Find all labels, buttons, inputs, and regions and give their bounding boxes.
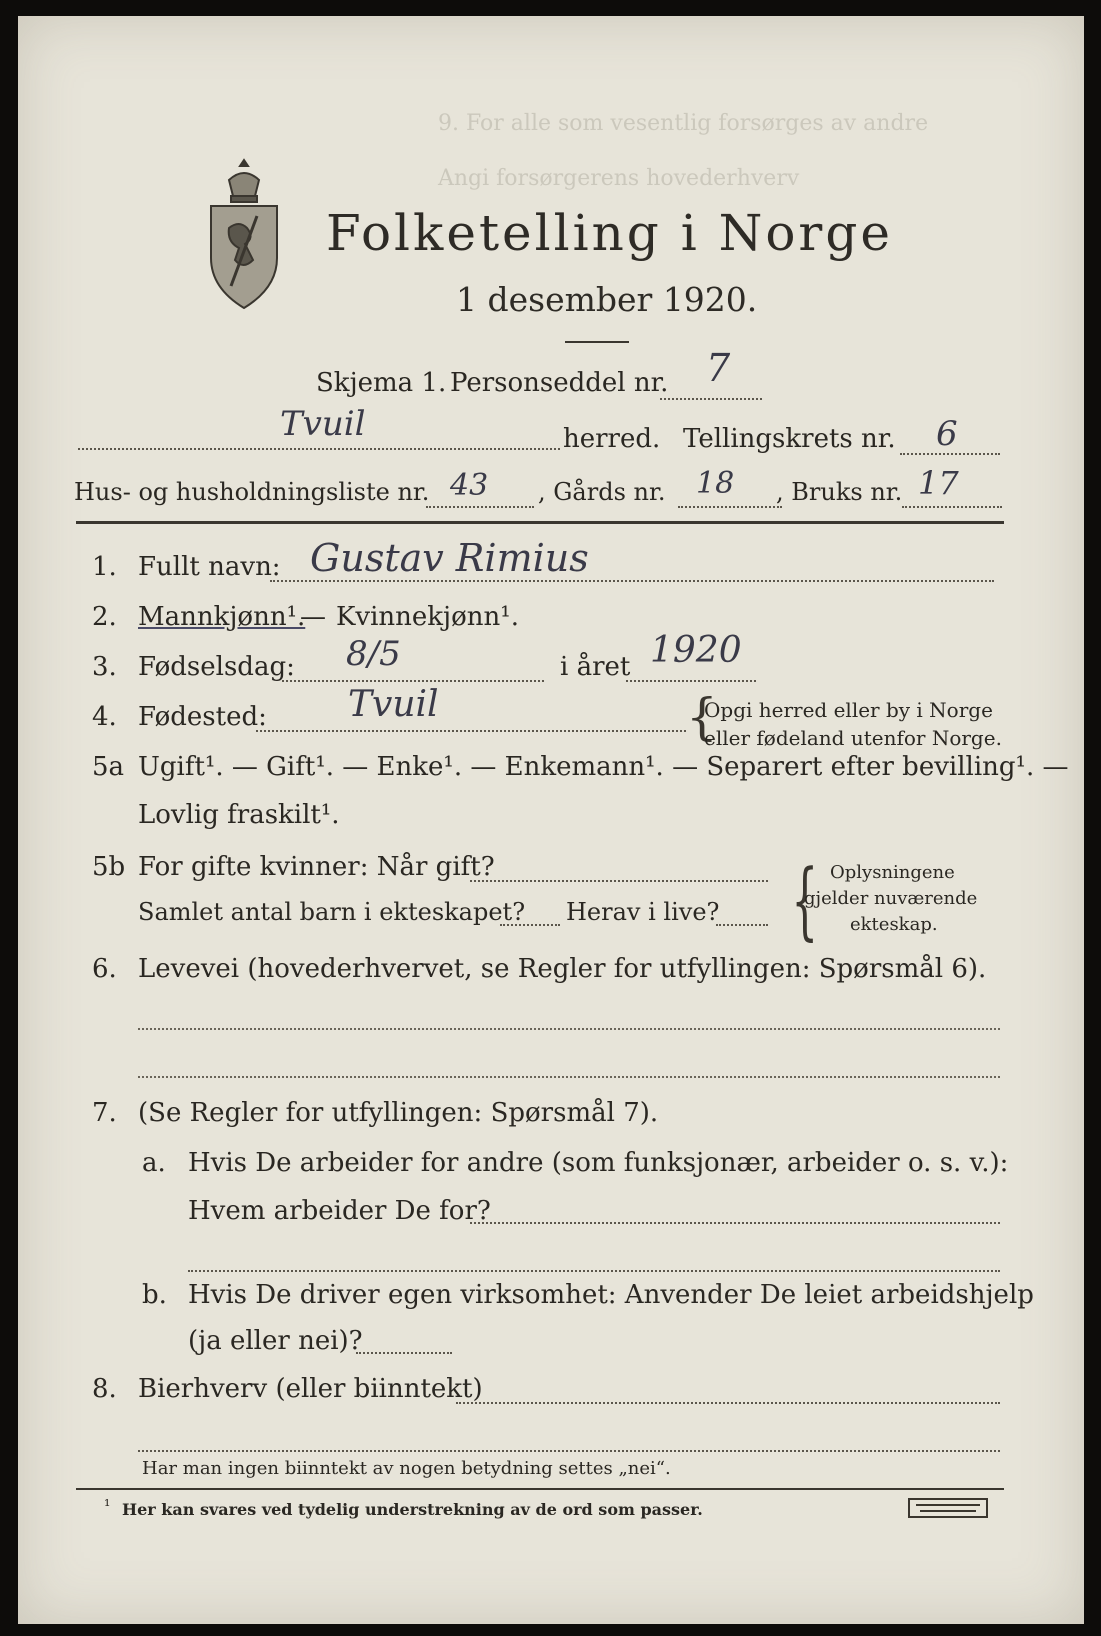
married-when-line[interactable] [470,880,768,882]
bruks-line [902,506,1002,508]
q4-label: Fødested: [138,702,267,732]
hus-value[interactable]: 43 [450,468,489,503]
q4-note-1: Opgi herred eller by i Norge [704,698,993,722]
q8-number: 8. [92,1374,117,1404]
q7-number: 7. [92,1098,117,1128]
full-name-value[interactable]: Gustav Rimius [310,536,589,580]
q3-year-line [626,680,756,682]
q5b-note-3: ekteskap. [850,914,938,935]
footer-divider [76,1488,1004,1490]
marital-status-options[interactable]: Ugift¹. — Gift¹. — Enke¹. — Enkemann¹. — Separert efter bevilling¹. — [138,752,1069,782]
bleed-through-text: 9. For alle som vesentlig forsørges av andre [438,111,929,136]
q4-line [256,730,686,732]
q7b-label: Hvis De driver egen virksomhet: Anvender De leiet arbeidshjelp [188,1280,1034,1310]
q6-label: Levevei (hovederhvervet, se Regler for utfyllingen: Spørsmål 6). [138,954,987,984]
q3-number: 3. [92,652,117,682]
q5b-number: 5b [92,852,126,882]
q8-note: Har man ingen biinntekt av nogen betydning settes „nei“. [142,1458,671,1479]
personseddel-label: Personseddel nr. [450,368,669,398]
marital-status-divorced[interactable]: Lovlig fraskilt¹. [138,800,340,830]
q5b-brace: { [791,851,819,949]
herred-line [78,448,560,450]
q7a-label: Hvis De arbeider for andre (som funksjonær, arbeider o. s. v.): [188,1148,1009,1178]
q4-note-2: eller fødeland utenfor Norge. [704,726,1002,750]
tellingskrets-value[interactable]: 6 [936,414,958,454]
q5b-note-2: gjelder nuværende [804,888,978,909]
q7a-employer-label: Hvem arbeider De for? [188,1196,491,1226]
q7-label: (Se Regler for utfyllingen: Spørsmål 7). [138,1098,659,1128]
q8-label: Bierhverv (eller biinntekt) [138,1374,483,1404]
q3-label: Fødselsdag: [138,652,295,682]
birthdate-value[interactable]: 8/5 [346,634,401,674]
birth-year-value[interactable]: 1920 [650,630,742,671]
q5b-label: For gifte kvinner: Når gift? [138,852,495,882]
q5b-children-label: Samlet antal barn i ekteskapet? [138,898,526,926]
bruks-label: , Bruks nr. [776,478,903,506]
side-income-line-1[interactable] [456,1402,1000,1404]
form-title: Folketelling i Norge [326,204,893,262]
occupation-line-2[interactable] [138,1076,1000,1078]
gender-separator: — [300,602,326,632]
herred-value[interactable]: Tvuil [280,404,366,444]
footnote-text: Her kan svares ved tydelig understrekning av de ord som passer. [122,1500,703,1519]
q4-number: 4. [92,702,117,732]
footnote-mark: ¹ [104,1496,111,1515]
employer-line-2[interactable] [188,1270,1000,1272]
hired-help-line[interactable] [356,1352,452,1354]
gards-line [678,506,782,508]
gender-female-option[interactable]: Kvinnekjønn¹. [336,602,519,632]
q5b-living-label: Herav i live? [566,898,720,926]
q5a-number: 5a [92,752,125,782]
birthplace-value[interactable]: Tvuil [348,684,439,725]
bruks-value[interactable]: 17 [918,464,959,502]
children-living-line[interactable] [716,924,768,926]
children-count-line[interactable] [500,924,560,926]
q1-number: 1. [92,552,117,582]
hus-label: Hus- og husholdningsliste nr. [74,478,430,506]
printer-stamp-icon [908,1498,988,1518]
side-income-line-2[interactable] [138,1450,1000,1452]
schema-label: Skjema 1. [316,368,447,398]
q5b-note-1: Oplysningene [830,862,955,883]
q2-number: 2. [92,602,117,632]
gards-label: , Gårds nr. [538,478,666,506]
census-date: 1 desember 1920. [456,280,758,319]
gender-male-option[interactable]: Mannkjønn¹. [138,602,306,632]
q7a-letter: a. [142,1148,166,1178]
gards-value[interactable]: 18 [696,466,735,501]
hus-line [426,506,534,508]
header-divider [76,521,1004,524]
q7b-answer-label: (ja eller nei)? [188,1326,363,1356]
employer-line-1[interactable] [470,1222,1000,1224]
norway-coat-of-arms-icon [201,156,287,314]
personseddel-value[interactable]: 7 [706,346,731,390]
occupation-line-1[interactable] [138,1028,1000,1030]
title-divider [565,341,629,343]
q1-line [270,580,994,582]
q3-year-label: i året [560,652,631,682]
tellingskrets-label: Tellingskrets nr. [683,424,896,454]
q7b-letter: b. [142,1280,167,1310]
herred-label: herred. [563,424,661,454]
census-form-page [18,16,1084,1624]
personseddel-line [660,398,762,400]
q3-line [282,680,544,682]
q1-label: Fullt navn: [138,552,281,582]
q4-brace: { [686,688,718,746]
bleed-through-text: Angi forsørgerens hovederhverv [438,166,800,191]
q6-number: 6. [92,954,117,984]
